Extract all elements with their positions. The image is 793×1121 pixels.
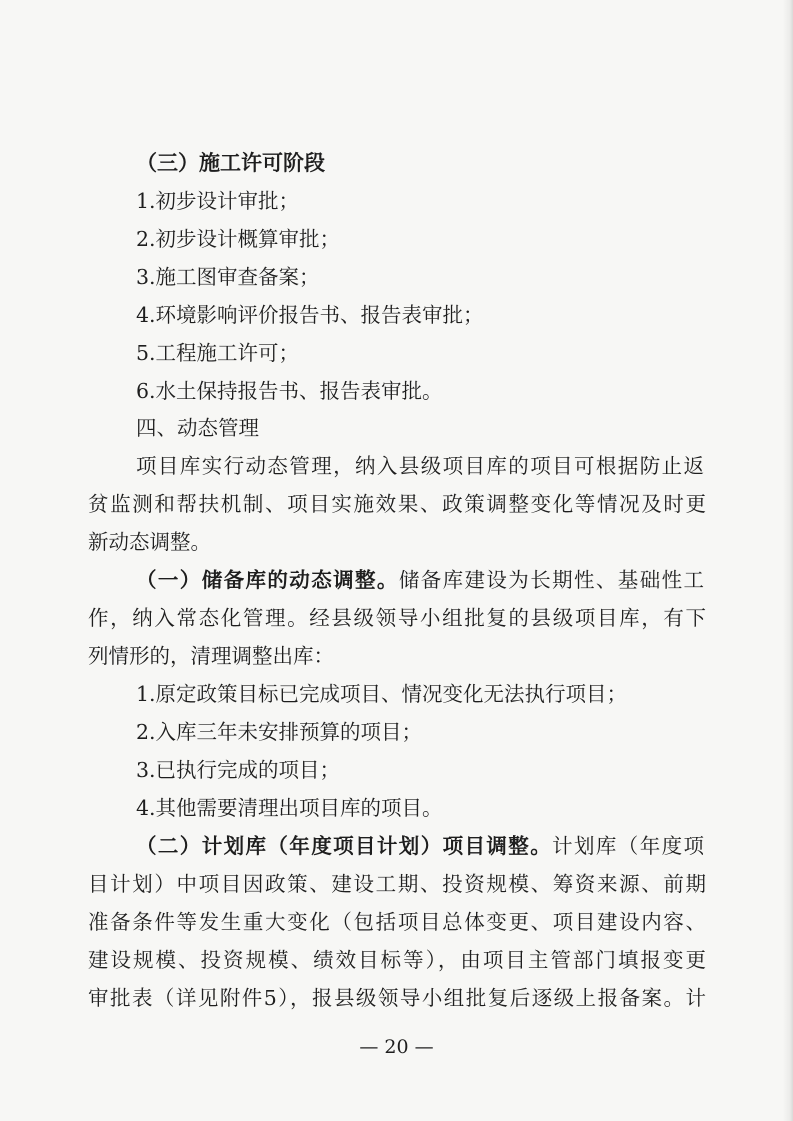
list-item: 5.工程施工许可；	[136, 341, 300, 365]
paragraph-line: 建设规模、投资规模、绩效目标等），由项目主管部门填报变更	[88, 948, 706, 972]
list-item: 3.施工图审查备案；	[136, 265, 320, 289]
page-number: — 20 —	[359, 1036, 434, 1058]
paragraph-line: 审批表（详见附件5），报县级领导小组批复后逐级上报备案。计	[88, 986, 706, 1010]
list-item: 4.环境影响评价报告书、报告表审批；	[136, 303, 484, 327]
scan-edge-shadow	[783, 0, 793, 1121]
list-item: 2.初步设计概算审批；	[136, 227, 341, 251]
paragraph-line: 新动态调整。	[88, 530, 211, 554]
paragraph-line: 列情形的，清理调整出库：	[88, 644, 334, 668]
paragraph-line: 作，纳入常态化管理。经县级领导小组批复的县级项目库，有下	[88, 606, 706, 630]
list-item: 1.初步设计审批；	[136, 189, 300, 213]
paragraph-line: 目计划）中项目因政策、建设工期、投资规模、筹资来源、前期	[88, 872, 706, 896]
list-item: 6.水土保持报告书、报告表审批。	[136, 379, 443, 403]
list-item: 4.其他需要清理出项目库的项目。	[136, 796, 443, 820]
list-item: 2.入库三年未安排预算的项目；	[136, 720, 423, 744]
section-three-heading: （三）施工许可阶段	[136, 150, 325, 175]
plan-first-line-rest: 计划库（年度项	[552, 834, 705, 858]
paragraph-line: 项目库实行动态管理，纳入县级项目库的项目可根据防止返	[136, 454, 704, 478]
reserve-paragraph-first-line	[136, 565, 704, 595]
reserve-first-line-rest: 储备库建设为长期性、基础性工	[398, 568, 705, 592]
section-four-heading: 四、动态管理	[136, 416, 259, 440]
paragraph-line: 贫监测和帮扶机制、项目实施效果、政策调整变化等情况及时更	[88, 492, 706, 516]
list-item: 1.原定政策目标已完成项目、情况变化无法执行项目；	[136, 682, 628, 706]
plan-paragraph-first-line	[136, 831, 704, 861]
plan-bold-lead: （二）计划库（年度项目计划）项目调整。	[136, 834, 553, 858]
list-item: 3.已执行完成的项目；	[136, 758, 341, 782]
paragraph-line: 准备条件等发生重大变化（包括项目总体变更、项目建设内容、	[88, 910, 706, 934]
reserve-bold-lead: （一）储备库的动态调整。	[136, 568, 399, 592]
